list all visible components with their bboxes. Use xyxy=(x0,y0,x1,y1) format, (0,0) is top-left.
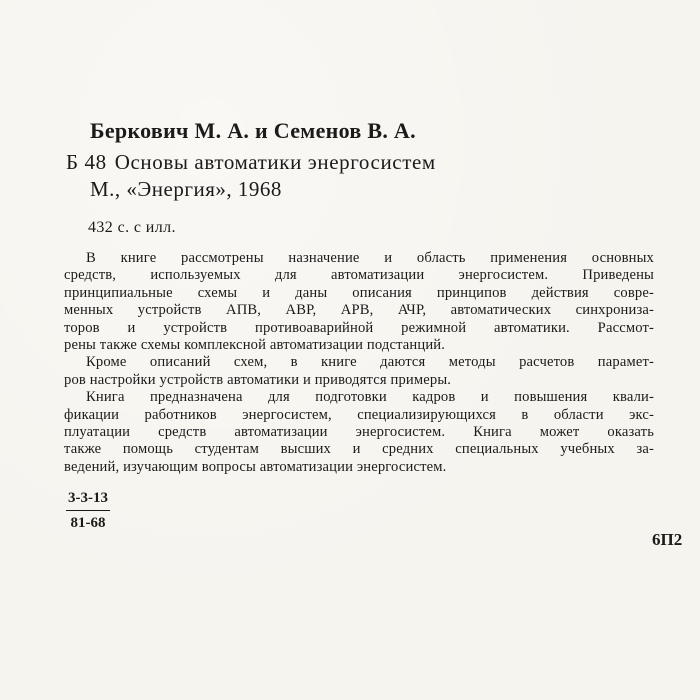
book-title: Основы автоматики энергосистем xyxy=(114,150,436,174)
abstract-text xyxy=(64,250,654,476)
abstract-line: рены также схемы комплексной автоматизации подстанций. xyxy=(64,337,446,354)
abstract-line: плуатации средств автоматизации энергосистем. Книга может оказать xyxy=(64,424,654,441)
abstract-line: также помощь студентам высших и средних специальных учебных за- xyxy=(64,441,654,458)
classification-code xyxy=(66,486,110,535)
class-code-denominator: 81-68 xyxy=(70,515,106,531)
abstract-line: принципиальные схемы и даны описания принципов действия совре- xyxy=(64,284,654,301)
abstract-line: ведений, изучающим вопросы автоматизации энергосистем. xyxy=(64,458,447,475)
abstract-line: Книга предназначена для подготовки кадров и повышения квали- xyxy=(86,389,654,406)
author-line: Беркович М. А. и Семенов В. А. xyxy=(90,118,416,143)
bbk-code: 6П2 xyxy=(652,530,683,549)
imprint-line: М., «Энергия», 1968 xyxy=(90,177,282,201)
class-code-numerator: 3-3-13 xyxy=(66,486,110,511)
index-code: Б 48 xyxy=(66,150,107,174)
abstract-line: средств, используемых для автоматизации энергосистем. Приведены xyxy=(64,267,654,284)
abstract-line: менных устройств АПВ, АВР, АРВ, АЧР, автоматических синхрониза- xyxy=(64,302,654,319)
abstract-line: торов и устройств противоаварийной режимной автоматики. Рассмот- xyxy=(64,319,654,336)
abstract-line: ров настройки устройств автоматики и приводятся примеры. xyxy=(64,371,452,388)
title-line xyxy=(66,150,436,175)
abstract-line: Кроме описаний схем, в книге даются методы расчетов парамет- xyxy=(86,354,654,371)
pages-note: 432 с. с илл. xyxy=(88,219,176,236)
abstract-line: В книге рассмотрены назначение и область применения основных xyxy=(86,250,654,266)
abstract-line: фикации работников энергосистем, специализирующихся в области экс- xyxy=(64,406,654,423)
